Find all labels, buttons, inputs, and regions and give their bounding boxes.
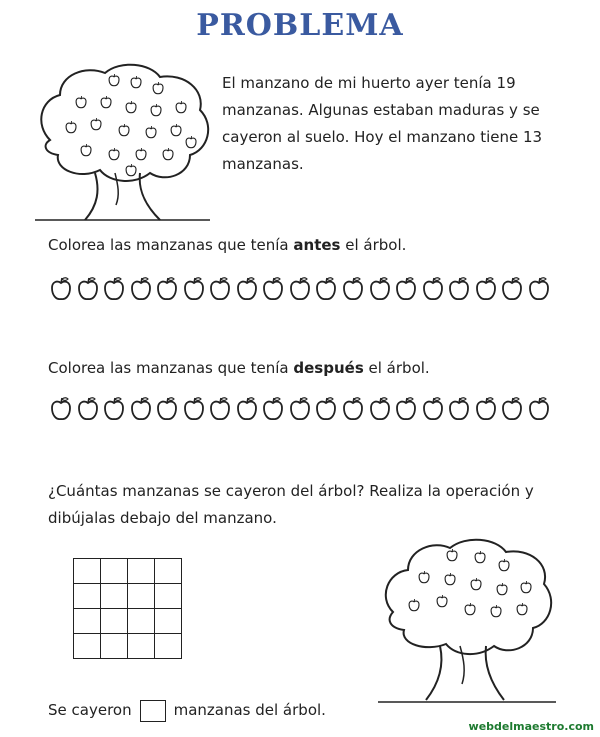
tree-apple-icon — [91, 118, 101, 130]
page-title: PROBLEMA — [196, 8, 404, 43]
tree-apple-icon — [171, 124, 181, 136]
tree-apple-icon — [109, 148, 119, 160]
tree-apple-icon — [499, 559, 509, 571]
apple-icon[interactable] — [262, 276, 284, 302]
apple-icon[interactable] — [475, 276, 497, 302]
apple-icon[interactable] — [501, 396, 523, 422]
tree-apple-icon — [146, 126, 156, 138]
tree-apple-icon — [119, 124, 129, 136]
tree-apple-icon — [163, 148, 173, 160]
tree-apple-icon — [475, 551, 485, 563]
tree-apple-icon — [66, 121, 76, 133]
tree-apple-icon — [176, 101, 186, 113]
tree-apple-icon — [497, 583, 507, 595]
calculation-grid[interactable] — [73, 558, 182, 659]
tree-apple-icon — [409, 599, 419, 611]
apple-icon[interactable] — [289, 276, 311, 302]
apple-tree-illustration-bottom — [378, 532, 558, 707]
apple-icon[interactable] — [422, 276, 444, 302]
watermark-logo: webdelmaestro.com — [468, 720, 594, 733]
tree-apple-icon — [521, 581, 531, 593]
tree-apple-icon — [101, 96, 111, 108]
apple-icon[interactable] — [475, 396, 497, 422]
apple-icon[interactable] — [342, 276, 364, 302]
apple-icon[interactable] — [77, 276, 99, 302]
tree-apple-icon — [491, 605, 501, 617]
apple-row-after — [50, 396, 550, 426]
apple-icon[interactable] — [395, 396, 417, 422]
tree-apple-icon — [471, 578, 481, 590]
answer-box[interactable] — [140, 700, 166, 722]
tree-apple-icon — [419, 571, 429, 583]
apple-icon[interactable] — [315, 276, 337, 302]
tree-apple-icon — [76, 96, 86, 108]
answer-sentence: Se cayeron manzanas del árbol. — [48, 697, 448, 724]
tree-apple-icon — [126, 101, 136, 113]
apple-icon[interactable] — [528, 396, 550, 422]
apple-icon[interactable] — [156, 396, 178, 422]
apple-icon[interactable] — [130, 396, 152, 422]
tree-apple-icon — [447, 549, 457, 561]
question-how-many-fell: ¿Cuántas manzanas se cayeron del árbol? Realiza la operación y dibújalas debajo del manzano. — [48, 482, 534, 527]
apple-icon[interactable] — [315, 396, 337, 422]
apple-icon[interactable] — [209, 396, 231, 422]
apple-row-before — [50, 276, 550, 306]
apple-icon[interactable] — [369, 276, 391, 302]
apple-icon[interactable] — [130, 276, 152, 302]
tree-apple-icon — [445, 573, 455, 585]
apple-icon[interactable] — [183, 396, 205, 422]
apple-icon[interactable] — [77, 396, 99, 422]
tree-apple-icon — [186, 136, 196, 148]
apple-icon[interactable] — [422, 396, 444, 422]
apple-icon[interactable] — [289, 396, 311, 422]
tree-apple-icon — [109, 74, 119, 86]
tree-apple-icon — [126, 164, 136, 176]
apple-icon[interactable] — [50, 276, 72, 302]
apple-icon[interactable] — [156, 276, 178, 302]
apple-icon[interactable] — [236, 396, 258, 422]
apple-tree-illustration-top — [30, 55, 220, 225]
apple-icon[interactable] — [262, 396, 284, 422]
instruction-color-before: Colorea las manzanas que tenía antes el árbol. — [48, 236, 407, 254]
tree-apple-icon — [131, 76, 141, 88]
tree-apple-icon — [81, 144, 91, 156]
apple-icon[interactable] — [448, 276, 470, 302]
problem-statement: El manzano de mi huerto ayer tenía 19 manzanas. Algunas estaban maduras y se cayeron al suelo. Hoy el manzano tiene 13 manzanas. — [222, 74, 543, 173]
tree-apple-icon — [517, 603, 527, 615]
apple-icon[interactable] — [103, 276, 125, 302]
apple-icon[interactable] — [501, 276, 523, 302]
apple-icon[interactable] — [448, 396, 470, 422]
apple-icon[interactable] — [528, 276, 550, 302]
tree-apple-icon — [465, 603, 475, 615]
tree-apple-icon — [153, 82, 163, 94]
apple-icon[interactable] — [183, 276, 205, 302]
tree-apple-icon — [437, 595, 447, 607]
apple-icon[interactable] — [103, 396, 125, 422]
tree-apple-icon — [136, 148, 146, 160]
apple-icon[interactable] — [395, 276, 417, 302]
apple-icon[interactable] — [369, 396, 391, 422]
apple-icon[interactable] — [50, 396, 72, 422]
apple-icon[interactable] — [209, 276, 231, 302]
instruction-color-after: Colorea las manzanas que tenía después el árbol. — [48, 359, 430, 377]
apple-icon[interactable] — [342, 396, 364, 422]
apple-icon[interactable] — [236, 276, 258, 302]
tree-apple-icon — [151, 104, 161, 116]
